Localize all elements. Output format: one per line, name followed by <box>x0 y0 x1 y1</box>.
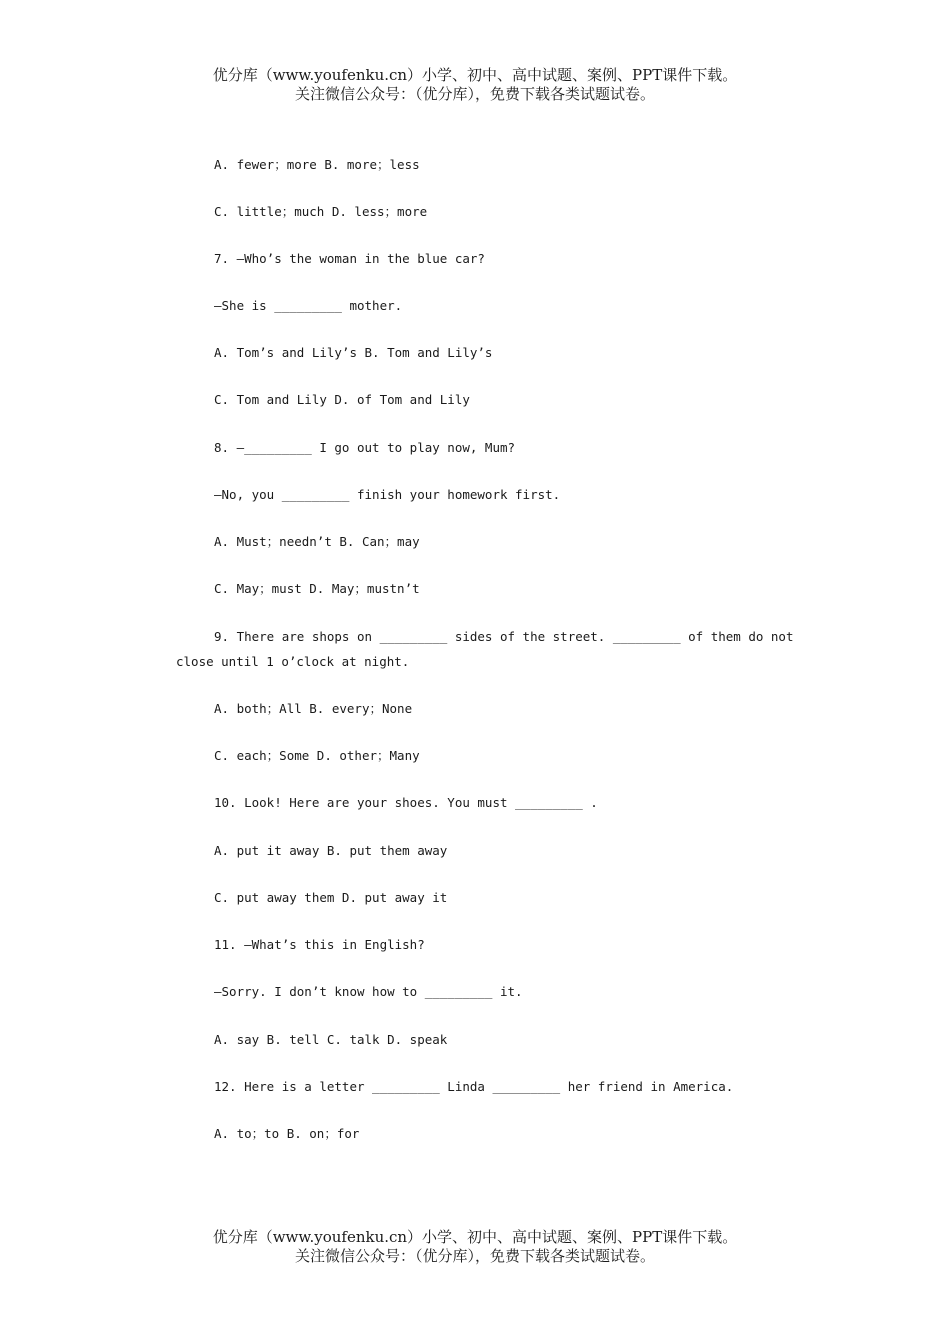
option-line: C. little；much D. less；more <box>214 204 428 219</box>
footer-line-2: 关注微信公众号：（优分库），免费下载各类试题试卷。 <box>294 1247 655 1265</box>
option-line: A. to；to B. on；for <box>214 1126 360 1141</box>
question-line: 10. Look! Here are your shoes. You must _________ . <box>214 795 598 810</box>
header-line-1: 优分库（www.youfenku.cn）小学、初中、高中试题、案例、PPT课件下载。 <box>212 66 738 84</box>
option-line: A. put it away B. put them away <box>214 843 448 858</box>
question-line: 8. —_________ I go out to play now, Mum? <box>214 440 516 455</box>
question-line-continuation: close until 1 o’clock at night. <box>176 654 410 669</box>
question-line: 9. There are shops on _________ sides of the street. _________ of them do not <box>214 629 794 644</box>
question-line: 12. Here is a letter _________ Linda _________ her friend in America. <box>214 1079 734 1094</box>
question-line: 7. —Who’s the woman in the blue car? <box>214 251 485 266</box>
option-line: C. each；Some D. other；Many <box>214 748 420 763</box>
header-line-2: 关注微信公众号：（优分库），免费下载各类试题试卷。 <box>294 85 655 103</box>
page-footer <box>0 1228 950 1266</box>
option-line: A. say B. tell C. talk D. speak <box>214 1032 448 1047</box>
question-line: —She is _________ mother. <box>214 298 403 313</box>
option-line: A. fewer；more B. more；less <box>214 157 420 172</box>
question-line: —Sorry. I don’t know how to _________ it. <box>214 984 523 999</box>
option-line: A. Must；needn’t B. Can；may <box>214 534 420 549</box>
footer-line-1: 优分库（www.youfenku.cn）小学、初中、高中试题、案例、PPT课件下载。 <box>212 1228 738 1246</box>
question-line: —No, you _________ finish your homework first. <box>214 487 561 502</box>
question-line: 11. —What’s this in English? <box>214 937 425 952</box>
option-line: C. put away them D. put away it <box>214 890 448 905</box>
option-line: A. Tom’s and Lily’s B. Tom and Lily’s <box>214 345 493 360</box>
option-line: C. Tom and Lily D. of Tom and Lily <box>214 392 470 407</box>
option-line: A. both；All B. every；None <box>214 701 413 716</box>
option-line: C. May；must D. May；mustn’t <box>214 581 420 596</box>
